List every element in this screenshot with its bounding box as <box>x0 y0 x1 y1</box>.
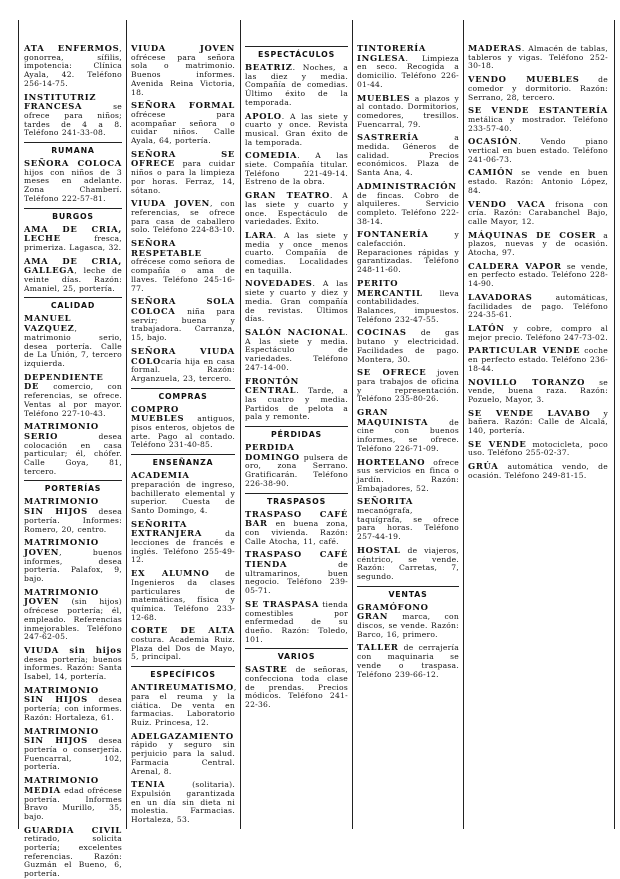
ad-text: a medida. Géneros de calidad. Precios económicos. Plaza de Santa Ana, 4. <box>357 133 459 178</box>
ad-text: frisona con cría. Razón: Carabanchel Bajo, calle Mayor, 12. <box>468 199 608 226</box>
ad-keyword: FRONTÓN CENTRAL <box>245 375 299 396</box>
ad-keyword: TRASPASO CAFÉ TIENDA <box>245 549 348 570</box>
ad-keyword: NOVILLO TORANZO <box>468 376 586 387</box>
section-heading: PORTERÍAS <box>44 484 102 494</box>
ad-text: niña para servir; buena y trabajadora. Carranza, 15, bajo. <box>131 306 235 343</box>
ad-keyword: MADERAS <box>468 43 522 53</box>
ad-keyword: TRASPASO CAFÉ BAR <box>245 508 348 529</box>
section-rule <box>131 388 235 389</box>
ad-text: . Tarde, a las cuatro y media. Partidos de pelota a pala y remonte. <box>245 386 348 422</box>
classified-ad <box>131 405 235 451</box>
ad-keyword: ATA ENFERMOS <box>24 43 120 53</box>
classified-ad <box>131 471 235 516</box>
section-rule <box>245 648 348 649</box>
ad-text: en buena zona, con vivienda. Razón: Calle Atocha, 11, café. <box>245 519 348 546</box>
classified-page <box>18 14 614 879</box>
left-margin-rule <box>18 20 19 829</box>
ad-text: preparación de ingreso, bachillerato elemental y superior. Cuesta de Santo Domingo, 4. <box>131 479 235 515</box>
classified-ad <box>357 133 459 178</box>
ad-text: y calefacción. Reparaciones rápidas y garantizadas. Teléfono 248-11-60. <box>357 230 459 275</box>
classified-ad <box>357 94 459 130</box>
ad-text: , matrimonio serio, desea portería. Calle de La Unión, 7, tercero izquierda. <box>24 324 122 368</box>
ad-text: . Almacén de tablas, tableros y vigas. Teléfono 252-30-18. <box>468 44 608 71</box>
ad-text: comercio, con referencias, se ofrece. Ventas al por mayor. Teléfono 227-10-43. <box>24 382 122 418</box>
classified-ad <box>245 377 348 423</box>
ad-text: de Ingenieros da clases particulares de matemáticas, física y química. Teléfono 233-12-68. <box>131 569 235 622</box>
classified-ad <box>357 44 459 90</box>
section-heading: PÉRDIDAS <box>271 430 322 440</box>
section-rule <box>245 46 348 47</box>
classified-ad <box>468 168 608 195</box>
ad-text: joven para trabajos de oficina y representación. Teléfono 235-80-26. <box>357 368 459 404</box>
section-heading: VENTAS <box>388 589 428 599</box>
classified-ad <box>24 497 122 534</box>
ad-keyword: TENIA <box>131 779 166 790</box>
column-divider <box>240 20 241 829</box>
ad-keyword: SE TRASPASA <box>245 598 320 609</box>
ad-text: desea portería o conserjería. Fuencarral, 102, portería. <box>24 736 122 772</box>
section-heading: VARIOS <box>277 652 316 662</box>
ad-keyword: TALLER <box>357 642 399 653</box>
section-heading: ESPECTÁCULOS <box>257 50 336 59</box>
classified-ad <box>357 182 459 227</box>
ad-keyword: SASTRE <box>245 664 288 675</box>
classified-ad <box>468 106 608 133</box>
section-rule <box>357 586 459 587</box>
ad-keyword: ADELGAZAMIENTO <box>131 730 234 741</box>
section-rule <box>24 142 122 143</box>
ad-text: , con referencias, se ofrece para casa de caballero solo. Teléfono 224-83-10. <box>131 199 236 235</box>
classified-ad <box>468 137 608 164</box>
ad-keyword: MATRIMONIO SERIO <box>24 421 99 441</box>
ad-text: marca, con discos, se vende. Razón: Barco, 16, primero. <box>357 612 459 639</box>
ad-keyword: LATÓN <box>468 322 505 333</box>
ad-keyword: MATRIMONIO JOVEN <box>24 537 99 557</box>
classified-ad <box>357 546 459 582</box>
classified-ad <box>131 150 235 196</box>
ad-text: tienda comestibles por enfermedad de su dueño. Razón: Toledo, 101. <box>245 599 348 644</box>
ad-text: y bañera. Razón: Calle de Alcalá, 140, portería. <box>468 408 608 436</box>
ad-text: da lecciones de francés e inglés. Teléfono 255-49-12. <box>131 529 235 565</box>
section-heading: ESPECÍFICOS <box>150 670 216 680</box>
ad-text: se vende en buen estado. Razón: Antonio López, 84. <box>468 168 608 195</box>
column-divider <box>352 20 353 829</box>
classified-ad <box>245 112 348 148</box>
classified-ad <box>24 776 122 822</box>
ad-keyword: PERITO MERCANTIL <box>357 277 423 298</box>
classified-ad <box>131 44 235 97</box>
column-5 <box>468 44 608 824</box>
classified-ad <box>468 324 608 342</box>
ad-keyword: OCASIÓN <box>468 136 519 147</box>
ad-text: ofrécese para acompañar señora o cuidar niños. Calle Ayala, 64, portería. <box>131 109 235 146</box>
ad-keyword: GUARDIA CIVIL <box>24 824 122 835</box>
ad-keyword: MÁQUINAS DE COSER <box>468 229 597 240</box>
ad-keyword: MATRIMONIO SIN HIJOS <box>24 725 99 746</box>
classified-ad <box>245 443 348 489</box>
classified-ad <box>357 279 459 325</box>
section-heading: RUMANA <box>51 146 95 156</box>
classified-ad <box>245 231 348 276</box>
ad-text: costura. Academia Ruiz. Plaza del Dos de Mayo, 5, principal. <box>131 635 235 662</box>
ad-text: (sin hijos) ofrécese portería; él, empleado. Referencias inmejorables. Teléfono 247-62-05. <box>24 597 122 642</box>
classified-ad <box>24 93 122 139</box>
section-rule <box>24 297 122 298</box>
ad-text: de cerrajería con maquinaria se vende o traspasa. Teléfono 239-66-12. <box>357 643 459 679</box>
classified-ad <box>468 293 608 320</box>
section-rule <box>131 454 235 455</box>
ad-keyword: SEÑORA VIUDA COLO <box>131 345 235 366</box>
ad-keyword: HORTELANO <box>357 456 426 467</box>
ad-keyword: LARA <box>245 229 274 240</box>
ad-keyword: CAMIÓN <box>468 167 514 178</box>
ad-text: . A las siete y media. Espectáculo de variedades. Teléfono 247-14-00. <box>245 327 348 372</box>
ad-keyword: MATRIMONIO SIN HIJOS <box>24 496 99 517</box>
classified-ad <box>245 665 348 710</box>
ad-text: se vende, en perfecto estado. Teléfono 228-14-90. <box>468 261 608 289</box>
ad-keyword: ADMINISTRACIÓN <box>357 180 457 191</box>
classified-ad <box>24 257 122 294</box>
ad-keyword: SEÑORA FORMAL <box>131 100 235 111</box>
ad-text: de señoras, confecciona toda clase de prendas. Precios módicos. Teléfono 241-22-36. <box>245 665 348 710</box>
ad-keyword: AMA DE CRIA, LECHE <box>24 223 122 244</box>
ad-text: y cobre, compro al mejor precio. Teléfono 247-73-02. <box>468 323 608 342</box>
ad-text: se ofrece para niños; tardes de 4 a 8. Teléfono 241-33-08. <box>24 102 122 138</box>
ad-keyword: COMPRO MUEBLES <box>131 403 185 424</box>
ad-keyword: PERDIDA DOMINGO <box>245 442 300 462</box>
classified-ad <box>468 409 608 436</box>
classified-ad <box>131 626 235 662</box>
ad-text: fresca, primeriza. Lagasca, 32. <box>24 234 122 252</box>
ad-keyword: SEÑORA RESPETABLE <box>131 238 202 258</box>
ad-keyword: DEPENDIENTE DE <box>24 371 104 392</box>
ad-keyword: GRAN MAQUINISTA <box>357 407 429 427</box>
ad-text: de fincas. Cobro de alquileres. Servicio completo. Teléfono 222-38-14. <box>357 190 459 226</box>
classified-ad <box>24 314 122 368</box>
ad-keyword: INSTITUTRIZ FRANCESA <box>24 91 97 112</box>
ad-keyword: GRÚA <box>468 461 499 472</box>
ad-text: caría hija en casa formal. Razón: Arganzuela, 23, tercero. <box>131 356 235 383</box>
classified-ad <box>131 101 235 146</box>
ad-text: de viajeros, céntrico, se vende. Razón: Carretas, 7, segundo. <box>357 545 459 581</box>
ad-text: a plazos y al contado. Dormitorios, comedores, tresillos. Fuencarral, 79. <box>357 93 459 129</box>
ad-keyword: SASTRERÍA <box>357 132 419 143</box>
classified-ad <box>357 368 459 404</box>
classified-ad <box>357 408 459 454</box>
ad-keyword: SEÑORA COLOCA <box>24 158 122 169</box>
ad-text: para cuidar niños o para la limpieza por horas. Ferraz, 14, sótano. <box>131 159 235 195</box>
ad-keyword: COCINAS <box>357 327 407 338</box>
ad-text: a plazos, nuevas y de ocasión. Atocha, 97. <box>468 230 608 258</box>
ad-text: . A las siete. Compañía titular. Teléfono 221-49-14. Estreno de la obra. <box>245 151 348 187</box>
section-rule <box>24 480 122 481</box>
section-heading: ENSEÑANZA <box>152 458 214 468</box>
classified-ad <box>468 378 608 405</box>
ad-keyword: AMA DE CRIA, GALLEGA <box>24 255 122 276</box>
ad-text: mecanógrafa, taquígrafa, se ofrece para horas. Teléfono 257-44-19. <box>357 506 459 542</box>
ad-keyword: SE OFRECE <box>357 367 427 378</box>
ad-text: . Noches, a las diez y media. Compañía de comedias. Último éxito de la temporada. <box>245 63 348 107</box>
column-divider <box>126 20 127 829</box>
ad-text: de comedor y dormitorio. Razón: Serrano, 28, tercero. <box>468 75 608 102</box>
classified-ad <box>468 262 608 289</box>
classified-ad <box>24 538 122 584</box>
ad-keyword: SEÑORITA EXTRANJERA <box>131 518 203 539</box>
ad-keyword: VENDO MUEBLES <box>468 74 580 85</box>
classified-ad <box>24 159 122 204</box>
ad-keyword: ANTIREUMATISMO <box>131 682 234 693</box>
section-rule <box>131 666 235 667</box>
ad-text: edad ofrécese portería. Informes Bravo Murillo, 35, bajo. <box>24 785 122 821</box>
column-1 <box>24 43 122 879</box>
classified-ad <box>357 328 459 364</box>
classified-ad <box>245 600 348 645</box>
classified-ad <box>24 686 122 723</box>
ad-text: desea portería; con informes. Razón: Hortaleza, 61. <box>24 695 122 722</box>
section-heading: COMPRAS <box>158 391 208 401</box>
ad-keyword: VENDO VACA <box>468 198 546 209</box>
ad-text: retirado, solicita portería; excelentes referencias. Razón: Guzmán el Bueno, 6, portería. <box>24 834 122 879</box>
classified-ad <box>245 63 348 108</box>
classified-ad <box>245 550 348 596</box>
ad-text: motocicleta, poco uso. Teléfono 255-02-37. <box>468 439 608 458</box>
classified-ad <box>468 44 608 71</box>
classified-ad <box>357 643 459 679</box>
classified-ad <box>357 230 459 275</box>
classified-ad <box>468 346 608 373</box>
classified-ad <box>468 75 608 102</box>
ad-keyword: SE VENDE ESTANTERÍA <box>468 105 608 116</box>
classified-ad <box>24 422 122 476</box>
ad-text: hijos con niños de 3 meses en adelante. Zona Chamberí. Teléfono 222-57-81. <box>24 167 122 203</box>
ad-keyword: GRAN TEATRO <box>245 190 330 201</box>
classified-ad <box>24 44 122 89</box>
classified-ad <box>24 727 122 773</box>
section-heading: BURGOS <box>52 211 94 221</box>
section-rule <box>245 493 348 494</box>
classified-ad <box>24 826 122 879</box>
classified-ad <box>468 200 608 227</box>
classified-ad <box>468 231 608 258</box>
ad-text: se vende, buena raza. Razón: Pozuelo, Mayor, 3. <box>468 377 608 404</box>
classified-ad <box>245 191 348 227</box>
ad-keyword: MATRIMONIO JOVEN <box>24 586 99 607</box>
ad-text: , leche de veinte días. Razón: Amaniel, 25, portería. <box>24 266 122 293</box>
classified-ad <box>131 683 235 728</box>
classified-ad <box>131 297 235 343</box>
ad-text: desea colocación en casa particular; él, chófer. Calle Goya, 81, tercero. <box>24 431 122 476</box>
ad-keyword: BEATRIZ <box>245 62 293 72</box>
ad-text: ofrécese para señora sola o matrimonio. Buenos informes. Avenida Reina Victoria, 18. <box>131 52 235 97</box>
ad-text: de cine con buenos informes, se ofrece. Teléfono 226-71-09. <box>357 417 459 453</box>
classified-ad <box>24 646 122 682</box>
classified-ad <box>131 347 235 384</box>
classified-ad <box>245 279 348 324</box>
ad-text: metálica y mostrador. Teléfono 233-57-40. <box>468 114 608 133</box>
classified-ad <box>24 225 122 253</box>
ad-keyword: VIUDA JOVEN <box>131 198 210 209</box>
ad-keyword: APOLO <box>245 110 282 121</box>
column-4 <box>357 44 459 824</box>
ad-keyword: EX ALUMNO <box>131 568 210 579</box>
classified-ad <box>131 732 235 777</box>
ad-text: antiguos, pisos enteros, objetos de arte. Pago al contado. Teléfono 231-40-85. <box>131 414 235 450</box>
ad-text: coche en perfecto estado. Teléfono 236-18-44. <box>468 346 608 373</box>
ad-text: rápido y seguro sin perjuicio para la salud. Farmacia Central. Arenal, 8. <box>131 740 235 776</box>
ad-keyword: SE VENDE LAVABO <box>468 407 591 418</box>
ad-text: . Limpieza en seco. Recogida a domicilio. Teléfono 226-01-44. <box>357 53 459 89</box>
ad-text: . A las siete y cuarto y once. Revista musical. Gran éxito de la temporada. <box>245 111 348 147</box>
section-rule <box>245 426 348 427</box>
column-divider <box>463 20 464 829</box>
ad-keyword: MATRIMONIO MEDIA <box>24 775 99 795</box>
ad-keyword: MATRIMONIO SIN HIJOS <box>24 684 99 705</box>
ad-keyword: LAVADORAS <box>468 291 533 302</box>
ad-keyword: SEÑORITA <box>357 496 414 507</box>
ad-keyword: SEÑORA SE OFRECE <box>131 148 235 169</box>
ad-text: pulsera de oro, zona Serrano. Gratificarán. Teléfono 226-38-90. <box>245 452 348 488</box>
classified-ad <box>131 199 235 235</box>
ad-text: ofrece sus servicios en finca o jardín. Razón: Embajadores, 52. <box>357 457 459 493</box>
ad-keyword: FONTANERÍA <box>357 229 429 240</box>
ad-text: . A las siete y media y once menos cuarto. Compañía de comedias. Localidades en taquilla. <box>245 230 348 275</box>
ad-keyword: SALÓN NACIONAL <box>245 326 346 337</box>
ad-keyword: HOSTAL <box>357 544 401 555</box>
classified-ad <box>24 373 122 419</box>
classified-ad <box>24 588 122 642</box>
ad-keyword: VIUDA sin hijos <box>24 644 122 655</box>
ad-keyword: SE VENDE <box>468 438 527 449</box>
classified-ad <box>245 510 348 547</box>
classified-ad <box>245 328 348 373</box>
classified-ad <box>131 780 235 825</box>
ad-keyword: CALDERA VAPOR <box>468 260 562 271</box>
ad-keyword: MUEBLES <box>357 92 411 103</box>
section-rule <box>24 208 122 209</box>
classified-ad <box>131 569 235 622</box>
column-3 <box>245 44 348 824</box>
classified-ad <box>131 520 235 566</box>
section-heading: TRASPASOS <box>266 496 327 506</box>
ad-keyword: COMEDIA <box>245 150 298 161</box>
ad-text: . A las siete y cuarto y once. Espectáculo de variedades. Éxito. <box>245 191 348 227</box>
ad-keyword: MANUEL VAZQUEZ <box>24 313 75 334</box>
classified-ad <box>357 458 459 494</box>
classified-ad <box>468 462 608 480</box>
classified-ad <box>357 603 459 640</box>
ad-keyword: GRAMÓFONO GRAN <box>357 601 429 622</box>
ad-text: de gas butano y electricidad. Facilidades de pago. Montera, 30. <box>357 328 459 364</box>
ad-text: automática vendo, de ocasión. Teléfono 249-81-15. <box>468 462 608 480</box>
ad-keyword: TINTORERÍA INGLESA <box>357 43 427 63</box>
ad-text: , gonorrea, sífilis, impotencia: Clínica Ayala, 42. Teléfono 256-14-75. <box>24 44 122 88</box>
ad-text: desea portería. Informes: Romero, 20, centro. <box>24 507 122 534</box>
ad-keyword: VIUDA JOVEN <box>131 43 235 53</box>
ad-keyword: PARTICULAR VENDE <box>468 345 581 356</box>
right-margin-rule <box>614 20 615 829</box>
section-heading: CALIDAD <box>50 301 96 311</box>
ad-text: de ultramarinos, buen negocio. Teléfono 239-05-71. <box>245 560 348 596</box>
ad-text: , buenos informes, desea portería. Palafox, 9, bajo. <box>24 547 122 584</box>
ad-text: automáticas, facilidades de pago. Teléfono 224-35-61. <box>468 292 608 320</box>
ad-keyword: ACADEMIA <box>131 470 190 481</box>
ad-text: lleva contabilidades. Balances, impuestos. Teléfono 232-47-55. <box>357 288 459 324</box>
classified-ad <box>131 239 235 293</box>
classified-ad <box>468 440 608 458</box>
ad-keyword: CORTE DE ALTA <box>131 625 235 636</box>
ad-keyword: SEÑORA SOLA COLOCA <box>131 296 235 316</box>
classified-ad <box>245 151 348 187</box>
ad-text: ofrécese como señora de compañía o ama de llaves. Teléfono 245-16-77. <box>131 257 235 293</box>
ad-keyword: NOVEDADES <box>245 278 313 289</box>
column-2 <box>131 44 235 824</box>
ad-text: . Vendo piano vertical en buen estado. Teléfono 241-06-73. <box>468 137 608 164</box>
ad-text: (solitaria). Expulsión garantizada en un día sin dieta ni molestia. Farmacias. Hortaleza, 53. <box>131 780 235 825</box>
ad-text: , para el reuma y la ciática. De venta en farmacias. Laboratorio Ruiz. Princesa, 12. <box>131 683 237 727</box>
ad-text: . A las siete y cuarto y diez y media. Gran compañía de revistas. Últimos días. <box>245 279 348 324</box>
classified-ad <box>357 497 459 542</box>
ad-text: desea portería; buenos informes. Razón: Santa Isabel, 14, portería. <box>24 654 122 682</box>
